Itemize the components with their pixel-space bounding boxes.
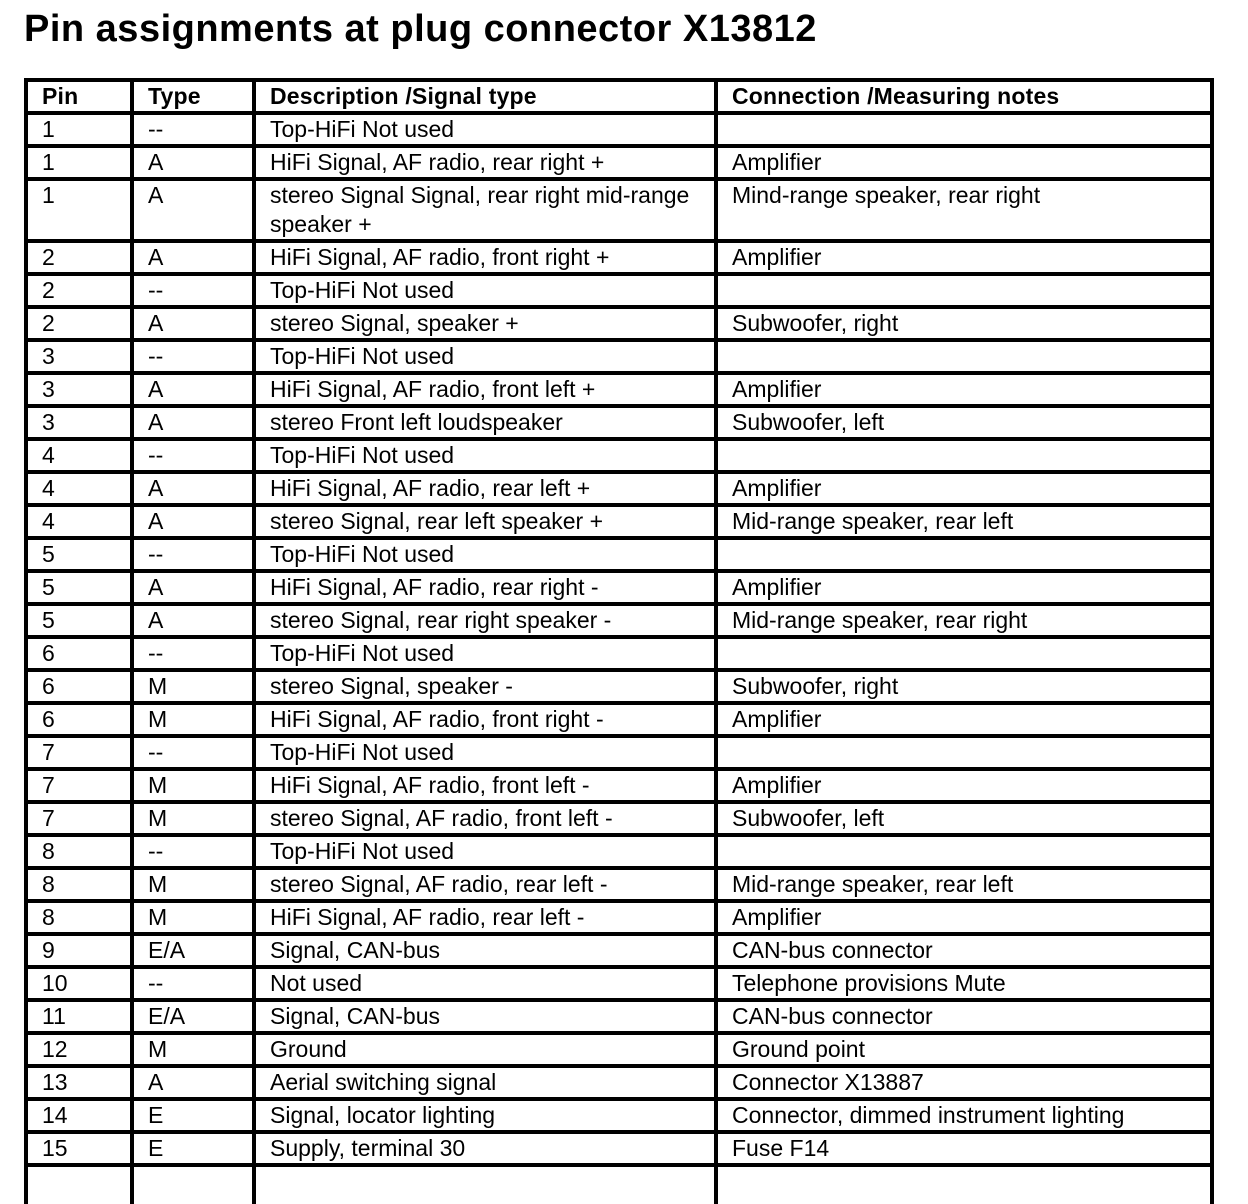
table-row (26, 703, 1212, 736)
connection-cell: Telephone provisions Mute (716, 967, 1212, 1000)
pin-cell: 3 (26, 340, 132, 373)
table-row (26, 241, 1212, 274)
page-title: Pin assignments at plug connector X13812 (24, 8, 817, 50)
pin-cell: 4 (26, 505, 132, 538)
description-cell: HiFi Signal, AF radio, front left - (254, 769, 716, 802)
connection-cell: Fuse F14 (716, 1132, 1212, 1165)
pin-cell: 8 (26, 868, 132, 901)
description-cell: stereo Signal, AF radio, rear left - (254, 868, 716, 901)
connection-cell: Amplifier (716, 373, 1212, 406)
type-cell: E (132, 1132, 254, 1165)
connection-cell: Mind-range speaker, rear right (716, 179, 1212, 241)
type-cell: A (132, 179, 254, 241)
description-cell: HiFi Signal, AF radio, rear right - (254, 571, 716, 604)
connection-cell (716, 637, 1212, 670)
type-cell: -- (132, 274, 254, 307)
table-row (26, 373, 1212, 406)
type-cell: -- (132, 835, 254, 868)
description-cell: Top-HiFi Not used (254, 113, 716, 146)
table-row (26, 637, 1212, 670)
pin-cell: 11 (26, 1000, 132, 1033)
pin-cell: 3 (26, 406, 132, 439)
type-cell: -- (132, 538, 254, 571)
type-cell: A (132, 571, 254, 604)
pin-cell: 7 (26, 769, 132, 802)
connection-cell (716, 439, 1212, 472)
description-cell: stereo Signal, rear left speaker + (254, 505, 716, 538)
type-cell: M (132, 670, 254, 703)
connection-cell (716, 1165, 1212, 1204)
connection-cell: CAN-bus connector (716, 1000, 1212, 1033)
pin-cell: 5 (26, 571, 132, 604)
table-row (26, 113, 1212, 146)
pin-cell: 8 (26, 835, 132, 868)
connection-cell: Amplifier (716, 703, 1212, 736)
column-header-type: Type (132, 80, 254, 113)
connection-cell: Amplifier (716, 146, 1212, 179)
connection-cell: Subwoofer, right (716, 670, 1212, 703)
description-cell: Signal, CAN-bus (254, 1000, 716, 1033)
type-cell: A (132, 505, 254, 538)
type-cell: A (132, 146, 254, 179)
pin-cell: 6 (26, 703, 132, 736)
connection-cell (716, 538, 1212, 571)
pin-cell: 7 (26, 802, 132, 835)
description-cell: Signal, locator lighting (254, 1099, 716, 1132)
connection-cell (716, 736, 1212, 769)
pin-cell: 5 (26, 604, 132, 637)
connection-cell: Amplifier (716, 901, 1212, 934)
table-row (26, 1033, 1212, 1066)
pin-cell: 12 (26, 1033, 132, 1066)
type-cell: A (132, 406, 254, 439)
connection-cell (716, 113, 1212, 146)
description-cell: stereo Front left loudspeaker (254, 406, 716, 439)
description-cell: stereo Signal, speaker - (254, 670, 716, 703)
type-cell: A (132, 472, 254, 505)
connection-cell: Mid-range speaker, rear left (716, 505, 1212, 538)
connection-cell: CAN-bus connector (716, 934, 1212, 967)
description-cell: HiFi Signal, AF radio, rear right + (254, 146, 716, 179)
description-cell: Top-HiFi Not used (254, 340, 716, 373)
pin-cell: 13 (26, 1066, 132, 1099)
pin-cell: 2 (26, 274, 132, 307)
table-row (26, 901, 1212, 934)
description-cell: Top-HiFi Not used (254, 439, 716, 472)
connection-cell: Amplifier (716, 472, 1212, 505)
description-cell: Not used (254, 967, 716, 1000)
connection-cell: Mid-range speaker, rear left (716, 868, 1212, 901)
type-cell: M (132, 769, 254, 802)
table-row (26, 1066, 1212, 1099)
pin-cell: 9 (26, 934, 132, 967)
column-header-connection: Connection /Measuring notes (716, 80, 1212, 113)
table-row (26, 571, 1212, 604)
pin-cell: 6 (26, 670, 132, 703)
pin-cell: 4 (26, 472, 132, 505)
description-cell: Aerial switching signal (254, 1066, 716, 1099)
description-cell: HiFi Signal, AF radio, front left + (254, 373, 716, 406)
table-row (26, 274, 1212, 307)
type-cell: -- (132, 113, 254, 146)
description-cell: Signal, CAN-bus (254, 934, 716, 967)
connection-cell: Subwoofer, right (716, 307, 1212, 340)
type-cell: E/A (132, 1000, 254, 1033)
pin-cell: 4 (26, 439, 132, 472)
table-row (26, 868, 1212, 901)
pin-cell: 1 (26, 146, 132, 179)
table-row (26, 802, 1212, 835)
description-cell: HiFi Signal, AF radio, rear left + (254, 472, 716, 505)
connection-cell: Connector X13887 (716, 1066, 1212, 1099)
connection-cell: Amplifier (716, 241, 1212, 274)
type-cell: A (132, 307, 254, 340)
connection-cell: Mid-range speaker, rear right (716, 604, 1212, 637)
table-row (26, 439, 1212, 472)
type-cell: -- (132, 736, 254, 769)
table-row (26, 1000, 1212, 1033)
table-row (26, 538, 1212, 571)
type-cell: -- (132, 967, 254, 1000)
table-row (26, 670, 1212, 703)
connection-cell: Ground point (716, 1033, 1212, 1066)
description-cell: Top-HiFi Not used (254, 538, 716, 571)
description-cell: Supply, terminal 30 (254, 1132, 716, 1165)
table-row (26, 1165, 1212, 1204)
connection-cell: Amplifier (716, 769, 1212, 802)
pin-cell: 6 (26, 637, 132, 670)
pin-cell: 10 (26, 967, 132, 1000)
pin-assignment-table (24, 78, 1214, 1204)
pin-cell: 7 (26, 736, 132, 769)
type-cell: A (132, 373, 254, 406)
pin-cell (26, 1165, 132, 1204)
column-header-pin: Pin (26, 80, 132, 113)
description-cell: Ground (254, 1033, 716, 1066)
pin-table-body (26, 113, 1212, 1204)
connection-cell (716, 835, 1212, 868)
connection-cell: Connector, dimmed instrument lighting (716, 1099, 1212, 1132)
table-row (26, 967, 1212, 1000)
type-cell (132, 1165, 254, 1204)
connection-cell (716, 340, 1212, 373)
description-cell: Top-HiFi Not used (254, 736, 716, 769)
table-row (26, 1132, 1212, 1165)
table-row (26, 934, 1212, 967)
type-cell: -- (132, 637, 254, 670)
pin-cell: 8 (26, 901, 132, 934)
table-row (26, 1099, 1212, 1132)
description-cell: stereo Signal, rear right speaker - (254, 604, 716, 637)
pin-cell: 2 (26, 307, 132, 340)
pin-cell: 14 (26, 1099, 132, 1132)
description-cell: HiFi Signal, AF radio, front right - (254, 703, 716, 736)
description-cell: HiFi Signal, AF radio, rear left - (254, 901, 716, 934)
pin-cell: 1 (26, 179, 132, 241)
type-cell: M (132, 901, 254, 934)
type-cell: M (132, 1033, 254, 1066)
type-cell: A (132, 241, 254, 274)
description-cell: stereo Signal Signal, rear right mid-range speaker + (254, 179, 716, 241)
pin-cell: 2 (26, 241, 132, 274)
description-cell: Top-HiFi Not used (254, 835, 716, 868)
type-cell: A (132, 1066, 254, 1099)
description-cell (254, 1165, 716, 1204)
connection-cell: Subwoofer, left (716, 802, 1212, 835)
type-cell: M (132, 868, 254, 901)
table-row (26, 179, 1212, 241)
pin-cell: 5 (26, 538, 132, 571)
table-row (26, 604, 1212, 637)
table-row (26, 406, 1212, 439)
table-header-row (26, 80, 1212, 113)
table-row (26, 307, 1212, 340)
connection-cell: Subwoofer, left (716, 406, 1212, 439)
type-cell: E/A (132, 934, 254, 967)
description-cell: Top-HiFi Not used (254, 274, 716, 307)
table-row (26, 472, 1212, 505)
description-cell: Top-HiFi Not used (254, 637, 716, 670)
type-cell: M (132, 802, 254, 835)
type-cell: A (132, 604, 254, 637)
table-row (26, 146, 1212, 179)
table-row (26, 835, 1212, 868)
type-cell: E (132, 1099, 254, 1132)
type-cell: M (132, 703, 254, 736)
connection-cell (716, 274, 1212, 307)
type-cell: -- (132, 439, 254, 472)
pin-cell: 3 (26, 373, 132, 406)
pin-cell: 1 (26, 113, 132, 146)
table-row (26, 769, 1212, 802)
description-cell: stereo Signal, speaker + (254, 307, 716, 340)
connection-cell: Amplifier (716, 571, 1212, 604)
description-cell: stereo Signal, AF radio, front left - (254, 802, 716, 835)
table-row (26, 340, 1212, 373)
table-row (26, 736, 1212, 769)
table-row (26, 505, 1212, 538)
column-header-description: Description /Signal type (254, 80, 716, 113)
type-cell: -- (132, 340, 254, 373)
description-cell: HiFi Signal, AF radio, front right + (254, 241, 716, 274)
pin-cell: 15 (26, 1132, 132, 1165)
